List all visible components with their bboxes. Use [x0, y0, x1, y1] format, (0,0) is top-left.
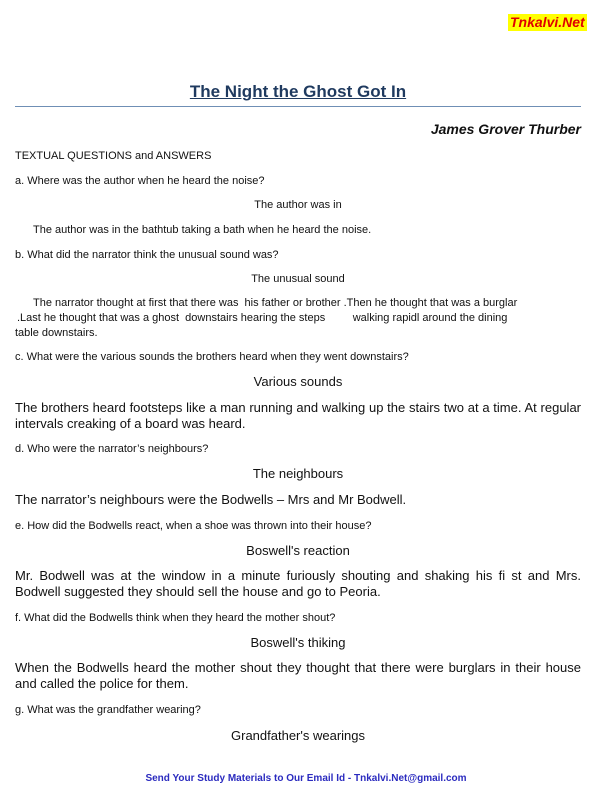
question-c: c. What were the various sounds the brothers heard when they went downstairs? [15, 351, 409, 363]
site-badge: Tnkalvi.Net [510, 14, 585, 30]
title-divider [15, 106, 581, 107]
answer-b [15, 296, 581, 341]
question-f: f. What did the Bodwells think when they heard the mother shout? [15, 612, 336, 624]
section-heading: TEXTUAL QUESTIONS and ANSWERS [15, 150, 212, 162]
answer-b-line-1: The narrator thought at first that there was his father or brother .Then he thought that was a burglar [33, 297, 518, 309]
answer-c: The brothers heard footsteps like a man running and walking up the stairs two at a time. At regular intervals creaking of a board was heard. [15, 400, 581, 431]
subheading-g: Grandfather's wearings [231, 728, 365, 743]
question-d: d. Who were the narrator’s neighbours? [15, 443, 209, 455]
author: James Grover Thurber [430, 121, 581, 137]
subheading-a: The author was in [254, 199, 342, 211]
subheading-b: The unusual sound [251, 273, 345, 285]
question-b: b. What did the narrator think the unusual sound was? [15, 249, 279, 261]
subheading-d: The neighbours [252, 466, 344, 481]
answer-b-line-3: table downstairs. [15, 327, 98, 339]
footer-email-note: Send Your Study Materials to Our Email Id - Tnkalvi.Net@gmail.com [145, 773, 467, 784]
page-title: The Night the Ghost Got In [189, 82, 407, 101]
answer-a: The author was in the bathtub taking a bath when he heard the noise. [33, 224, 372, 236]
answer-d: The narrator’s neighbours were the Bodwells – Mrs and Mr Bodwell. [15, 492, 407, 507]
subheading-f: Boswell's thiking [250, 635, 346, 650]
question-e: e. How did the Bodwells react, when a shoe was thrown into their house? [15, 520, 372, 532]
subheading-c: Various sounds [253, 374, 343, 389]
question-a: a. Where was the author when he heard the noise? [15, 175, 265, 187]
answer-f: When the Bodwells heard the mother shout they thought that there were burglars in their house and called the police for them. [15, 660, 581, 691]
question-g: g. What was the grandfather wearing? [15, 704, 201, 716]
answer-e: Mr. Bodwell was at the window in a minute furiously shouting and shaking his fi st and Mrs. Bodwell suggested they should sell the house and go to Peoria. [15, 568, 581, 599]
answer-b-line-2: .Last he thought that was a ghost downstairs hearing the steps walking rapidl around the dining [17, 312, 508, 324]
document-body [15, 82, 581, 744]
subheading-e: Boswell's reaction [246, 543, 350, 558]
